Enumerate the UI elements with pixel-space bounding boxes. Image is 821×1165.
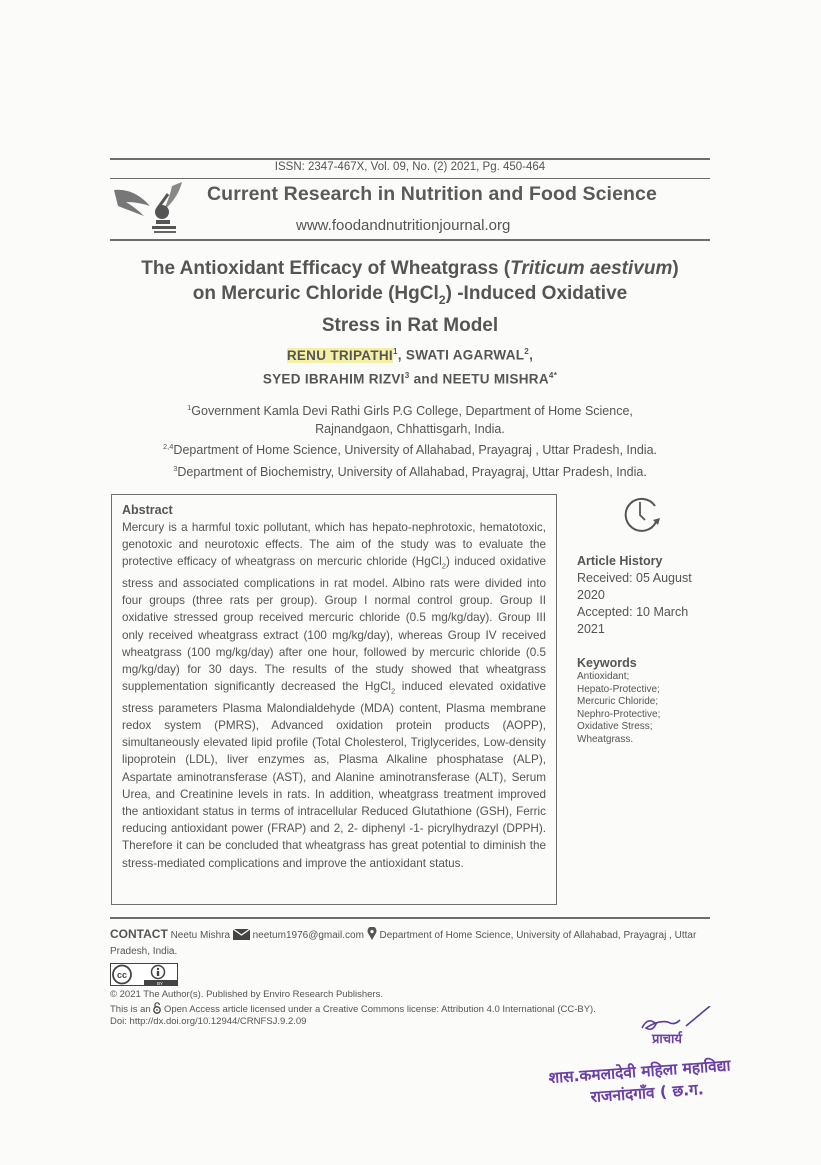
keywords [577, 656, 717, 746]
signature-icon [642, 1006, 710, 1029]
keyword-item: Hepato-Protective; [577, 683, 660, 695]
keyword-item: Wheatgrass. [577, 733, 634, 745]
open-access-lock-icon [153, 1002, 161, 1014]
doi-label: Doi: [110, 1016, 127, 1027]
affiliations [110, 399, 710, 481]
author-2: , SWATI AGARWAL [397, 347, 525, 363]
email-icon [233, 929, 250, 940]
received-label: Received: 05 August [577, 571, 692, 585]
abstract-text-1: Mercury is a harmful toxic pollutant, which has hepato-nephrotoxic, hematotoxic, genotoxic and neurotoxic effects. The aim of the study was to evaluate the protective efficacy of wheatgrass on mercuric chloride (HgCl [122, 521, 546, 569]
open-access-post: Open Access article licensed under a Creative Commons license: Attribution 4.0 International (CC-BY). [163, 1003, 596, 1015]
author-2-sup: 2 [524, 347, 530, 356]
author-4: and NEETU MISHRA [409, 371, 549, 386]
journal-logo-icon [112, 180, 188, 240]
title-line3: Stress in Rat Model [321, 314, 499, 336]
affiliation-3: Department of Biochemistry, University of Allahabad, Prayagraj, Uttar Pradesh, India. [177, 464, 647, 479]
header-bottom-rule [110, 239, 710, 241]
stamp-line1: प्राचार्य [652, 1032, 682, 1047]
header-top-rule [110, 158, 710, 160]
title-part1: The Antioxidant Efficacy of Wheatgrass ( [141, 258, 511, 279]
contact-email[interactable]: neetum1976@gmail.com [252, 930, 364, 941]
aff2-sup: 2,4 [162, 442, 174, 452]
contact-name: Neetu Mishra [170, 930, 231, 941]
author-4-sup: 4* [548, 370, 558, 380]
title-line2-sub: 2 [438, 292, 446, 307]
title-part2: ) [672, 258, 679, 279]
header-mid-rule [110, 178, 710, 179]
author-2-tail: , [529, 347, 534, 363]
keyword-item: Mercuric Chloride; [577, 696, 659, 707]
abstract-text-2: ) induced oxidative stress and associated complications in rat model. Albino rats were divided into four groups (three rats per group). Group I normal control group. Group II oxidative stressed group received mercuric chloride (0.5 mg/kg/day). Group III only received wheatgrass extract (100 mg/kg/day), whereas Group IV received wheatgrass (100 mg/kg/day) after one hour, followed by mercuric chloride (0.5 mg/kg/day) for 30 days. The results of the study showed that wheatgrass supplementation significantly decreased the HgCl [122, 555, 546, 694]
open-access-pre: This is an [110, 1003, 151, 1015]
clock-icon [620, 494, 662, 534]
stamp-line2: शास.कमलादेवी महिला महाविद्या [547, 1056, 732, 1088]
keyword-item: Nephro-Protective; [577, 708, 661, 720]
contact-label: CONTACT [110, 927, 168, 941]
location-pin-icon [367, 927, 377, 940]
accepted-year: 2021 [577, 622, 605, 636]
aff1-sup: 1 [187, 403, 192, 412]
keyword-item: Antioxidant; [577, 671, 630, 682]
contact-rule [110, 917, 710, 919]
cc-badge-text: BY [156, 981, 164, 986]
affiliation-1-line2: Rajnandgaon, Chhattisgarh, India. [315, 421, 505, 436]
authors [110, 342, 710, 389]
cc-by-license-icon[interactable] [110, 963, 178, 986]
doi-link[interactable]: http://dx.doi.org/10.12944/CRNFSJ.9.2.09 [129, 1016, 307, 1027]
principal-stamp [540, 1006, 760, 1106]
journal-title: Current Research in Nutrition and Food Science [207, 183, 657, 205]
abstract-sub-1: 2 [441, 561, 446, 571]
abstract-heading: Abstract [122, 503, 173, 517]
author-1-sup: 1 [392, 347, 398, 356]
title-line2b: ) -Induced Oxidative [445, 283, 628, 304]
abstract-sub-2: 2 [391, 686, 396, 696]
svg-text:cc: cc [116, 970, 128, 980]
paper-title [110, 256, 710, 338]
abstract-box [111, 494, 557, 905]
accepted-label: Accepted: 10 March [577, 605, 689, 619]
abstract-text-3: induced elevated oxidative stress parameters Plasma Malondialdehyde (MDA) content, Plasma membrane redox system (PMRS), Advanced oxidation protein products (AOPP), simultaneously elevated lipid profile (Total Cholesterol, Triglycerides, Low-density lipoprotein (LDL), liver enzymes as, Plasma Alkaline phosphatase (ALP), Aspartate aminotransferase (AST), and Alanine aminotransferase (ALT), Serum Urea, and Creatinine levels in rats. In addition, wheatgrass treatment improved the antioxidant status in terms of intracellular Reduced Glutathione (GSH), Ferric reducing antioxidant power (FRAP) and 2, 2- diphenyl -1- picrylhydrazyl (DPPH). Therefore it can be concluded that wheatgrass has great potential to diminish the stress-mediated complications and improve the antioxidant status. [122, 680, 546, 870]
keywords-heading: Keywords [577, 656, 637, 670]
author-3-sup: 3 [404, 370, 410, 380]
contact-address: Department of Home Science, University of Allahabad, Prayagraj , Uttar Pradesh, India. [110, 930, 697, 957]
author-1: RENU TRIPATHI [286, 347, 393, 363]
title-species: Triticum aestivum [510, 258, 673, 279]
affiliation-1-line1: Government Kamla Devi Rathi Girls P.G College, Department of Home Science, [191, 404, 633, 419]
aff3-sup: 3 [173, 463, 178, 473]
title-line2a: on Mercuric Chloride (HgCl [192, 283, 439, 304]
article-history [577, 553, 717, 638]
journal-url[interactable]: www.foodandnutritionjournal.org [296, 217, 511, 234]
author-3: SYED IBRAHIM RIZVI [262, 371, 405, 386]
contact-line [110, 926, 715, 960]
abstract-text [122, 519, 546, 872]
issn-line: ISSN: 2347-467X, Vol. 09, No. (2) 2021, Pg. 450-464 [274, 161, 546, 173]
affiliation-2: Department of Home Science, University of Allahabad, Prayagraj , Uttar Pradesh, India. [173, 443, 657, 458]
stamp-line3: राजनांदगाँव ( छ.ग. [590, 1080, 705, 1106]
copyright-line: © 2021 The Author(s). Published by Enviro Research Publishers. [110, 989, 383, 1000]
article-history-heading: Article History [577, 554, 663, 568]
received-year: 2020 [577, 588, 605, 602]
keyword-item: Oxidative Stress; [577, 721, 653, 732]
